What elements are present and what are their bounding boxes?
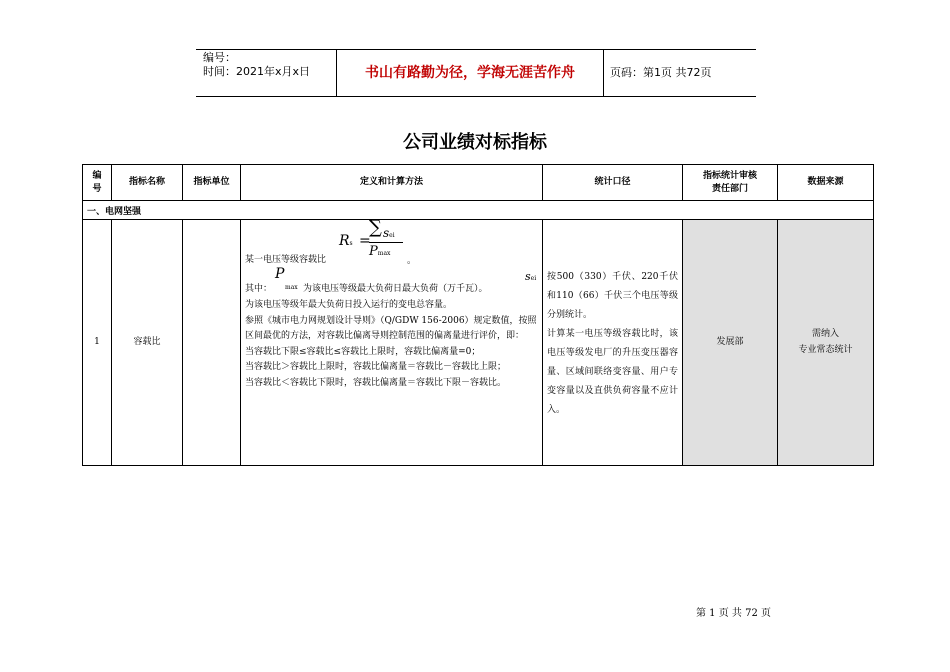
row-source: 需纳入 专业常态统计: [778, 220, 874, 466]
definition-paragraph: 当容载比下限≤容载比≤容载比上限时，容载比偏离量=0；: [245, 346, 481, 357]
row-name: 容载比: [112, 220, 183, 466]
header-no: 编 号: [83, 165, 112, 201]
capacity-ratio-formula: 某一电压等级容载比 Rs = ∑ sei Pmax 。: [245, 217, 417, 266]
page-footer: 第 1 页 共 72 页: [696, 608, 771, 619]
header-definition: 定义和计算方法: [241, 165, 543, 201]
definition-line-2: 其中： P max 为该电压等级最大负荷日最大负荷（万千瓦）。 sei: [245, 266, 537, 294]
header-name: 指标名称: [112, 165, 183, 201]
fraction-bar: [369, 242, 403, 243]
section-row: [83, 201, 874, 220]
header-top-rule: [196, 49, 756, 50]
header-dept: 指标统计审核 责任部门: [683, 165, 778, 201]
document-title: 公司业绩对标指标: [403, 132, 547, 153]
definition-paragraph: 参照《城市电力网规划设计导则》（Q/GDW 156-2006）规定数值，按照区间最优的方法，对容载比偏离导则控制范围的偏离量进行评价，即：: [245, 315, 537, 342]
table-header-row: [83, 165, 874, 201]
header-source: 数据来源: [778, 165, 874, 201]
row-stat: [543, 220, 683, 466]
header-unit: 指标单位: [183, 165, 241, 201]
header-stat: 统计口径: [543, 165, 683, 201]
header-bottom-rule: [196, 96, 756, 97]
header-motto: 书山有路勤为径，学海无涯苦作舟: [365, 65, 575, 81]
table-row: [83, 220, 874, 466]
definition-paragraph: 当容载比＞容载比上限时，容载比偏离量＝容载比－容载比上限；: [245, 362, 507, 373]
indicator-table: [82, 164, 874, 466]
header-page-info: 页码：第1页 共72页: [610, 66, 712, 79]
row-unit: [183, 220, 241, 466]
definition-paragraph: 当容载比＜容载比下限时，容载比偏离量＝容载比下限－容载比。: [245, 377, 507, 388]
definition-paragraph: 为该电压等级年最大负荷日投入运行的变电总容量。: [245, 300, 453, 310]
row-no: 1: [83, 220, 112, 466]
section-title: 一、电网坚强: [83, 201, 874, 220]
stat-paragraph: 按500（330）千伏、220千伏和110（66）千伏三个电压等级分别统计。: [547, 272, 678, 320]
row-dept: 发展部: [683, 220, 778, 466]
header-number: 编号：: [203, 51, 236, 64]
header-time: 时间：2021年x月x日: [203, 65, 311, 78]
row-definition: [241, 217, 543, 466]
stat-paragraph: 计算某一电压等级容载比时，该电压等级发电厂的升压变压器容量、区域间联络变容量、用户专变容量以及直供负荷容量不应计入。: [547, 329, 678, 415]
